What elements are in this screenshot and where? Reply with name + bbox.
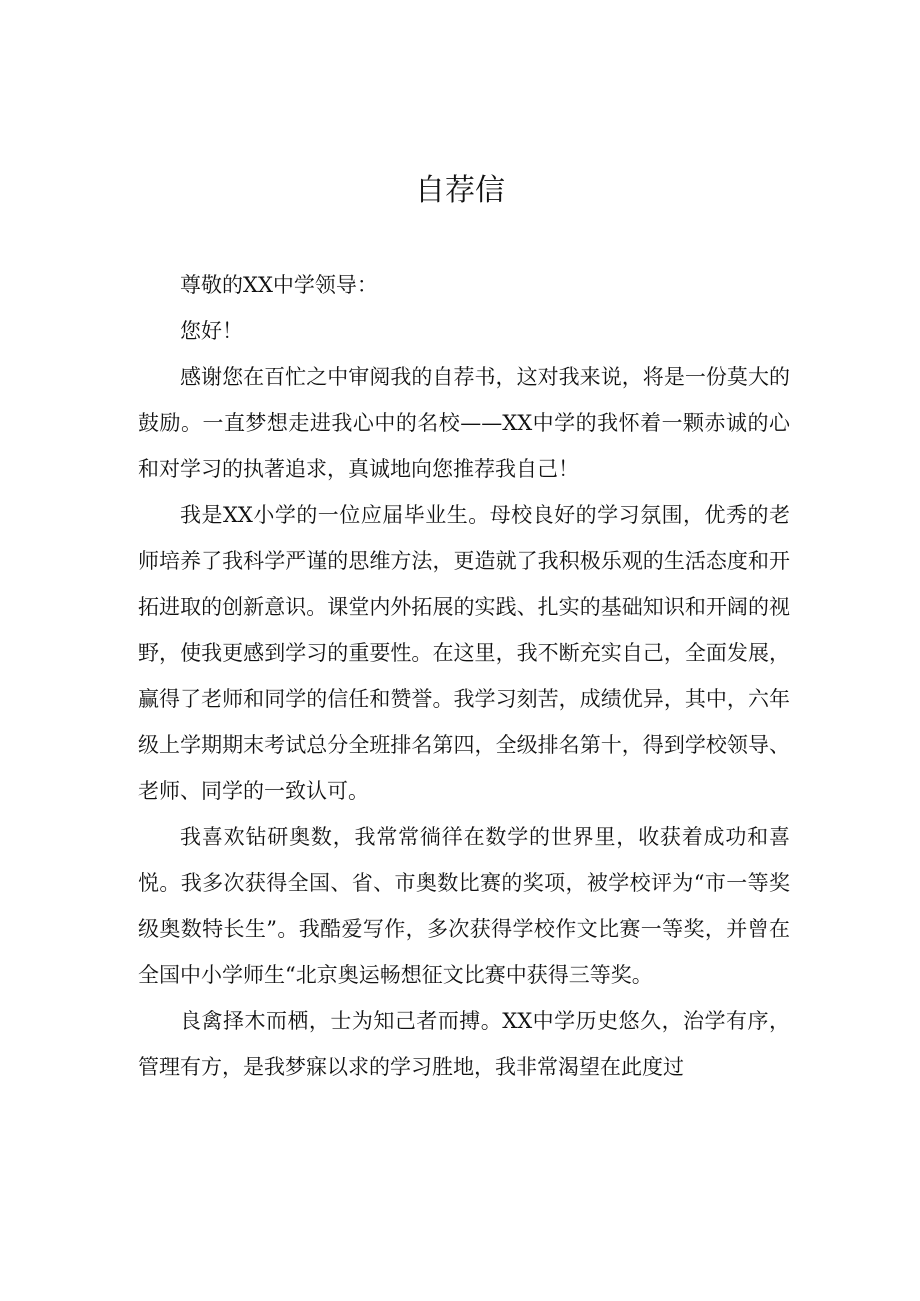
- greeting: 您好！: [180, 319, 243, 343]
- document-title: 自荐信: [415, 173, 505, 208]
- paragraph-1: 感谢您在百忙之中审阅我的自荐书，这对我来说，将是一份莫大的鼓励。一直梦想走进我心中的名校——XX中学的我怀着一颗赤诚的心和对学习的执著追求，真诚地向您推荐我自己！: [138, 365, 790, 481]
- salutation: 尊敬的XX中学领导：: [180, 273, 378, 297]
- paragraph-4: 良禽择木而栖，士为知己者而搏。XX中学历史悠久，治学有序，管理有方，是我梦寐以求的学习胜地，我非常渴望在此度过: [138, 1009, 790, 1079]
- paragraph-3: 我喜欢钻研奥数，我常常徜徉在数学的世界里，收获着成功和喜悦。我多次获得全国、省、市奥数比赛的奖项，被学校评为“市一等奖级奥数特长生”。我酷爱写作，多次获得学校作文比赛一等奖，并曾在全国中小学师生“北京奥运畅想征文比赛中获得三等奖。: [138, 825, 790, 987]
- letter-body: [138, 262, 790, 1090]
- paragraph-2: 我是XX小学的一位应届毕业生。母校良好的学习氛围，优秀的老师培养了我科学严谨的思维方法，更造就了我积极乐观的生活态度和开拓进取的创新意识。课堂内外拓展的实践、扎实的基础知识和开阔的视野，使我更感到学习的重要性。在这里，我不断充实自己，全面发展，赢得了老师和同学的信任和赞誉。我学习刻苦，成绩优异，其中，六年级上学期期末考试总分全班排名第四，全级排名第十，得到学校领导、老师、同学的一致认可。: [138, 503, 790, 803]
